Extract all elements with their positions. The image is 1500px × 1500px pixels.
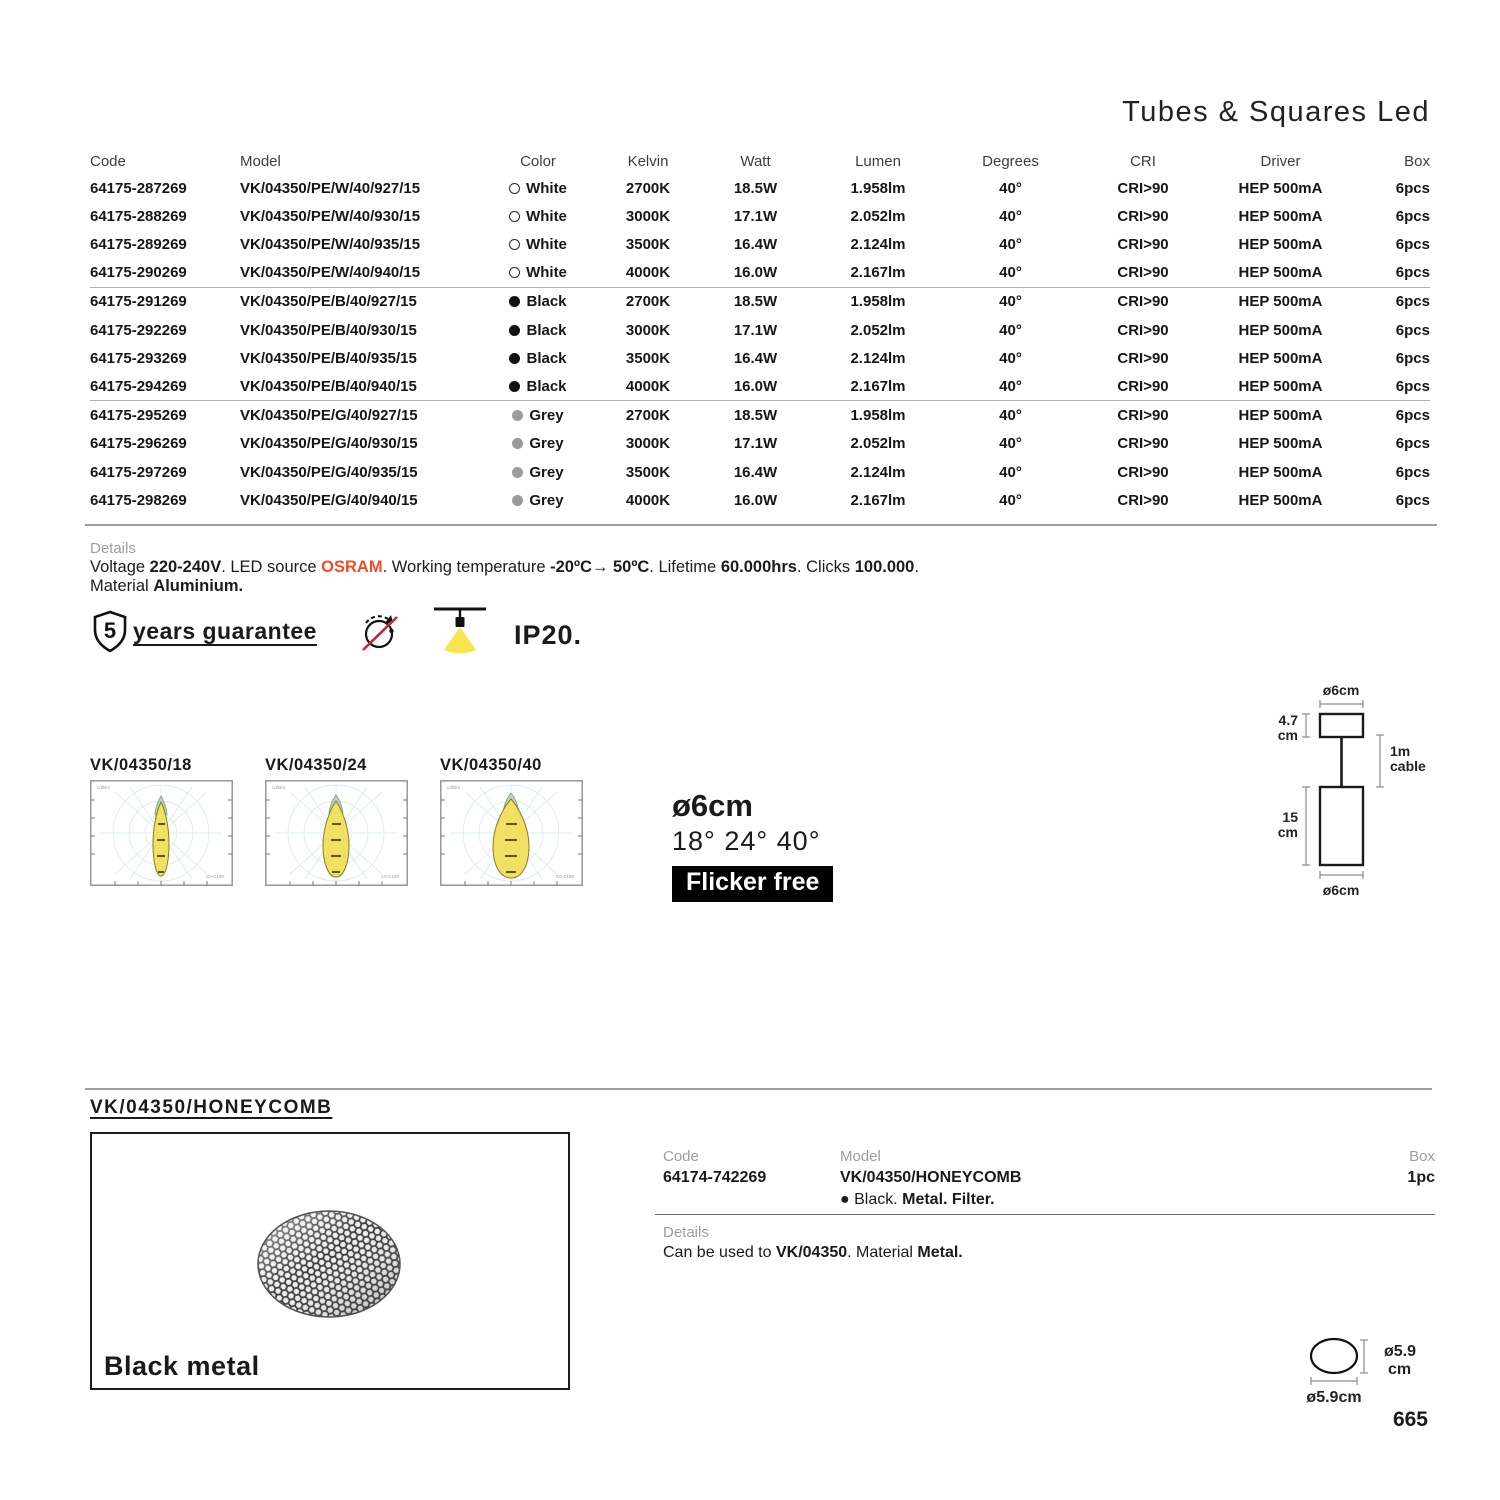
cell-box: 6pcs	[1395, 293, 1430, 311]
svg-text:cable: cable	[1390, 758, 1426, 774]
cell-model: VK/04350/PE/W/40/930/15	[240, 208, 421, 226]
cell-box: 6pcs	[1395, 435, 1430, 453]
col-header-cri: CRI	[1130, 152, 1156, 170]
cell-lumen: 2.052lm	[850, 208, 906, 226]
svg-text:cd/klm: cd/klm	[97, 785, 111, 790]
cell-model: VK/04350/PE/G/40/927/15	[240, 406, 418, 424]
cell-model: VK/04350/PE/W/40/940/15	[240, 264, 421, 282]
cell-box: 6pcs	[1395, 406, 1430, 424]
cell-code: 64175-295269	[90, 406, 187, 424]
cell-cri: CRI>90	[1117, 208, 1169, 226]
cell-cri: CRI>90	[1117, 406, 1169, 424]
cell-color: Black	[488, 378, 588, 395]
table-row	[90, 174, 1430, 202]
cell-degrees: 40°	[999, 321, 1022, 339]
table-row	[90, 259, 1430, 287]
cell-model: VK/04350/PE/W/40/935/15	[240, 236, 421, 254]
cell-driver: HEP 500mA	[1238, 377, 1323, 395]
hc-model-value: VK/04350/HONEYCOMB	[840, 1169, 1022, 1186]
cell-watt: 17.1W	[733, 208, 778, 226]
col-header-model: Model	[240, 152, 281, 170]
cell-code: 64175-297269	[90, 463, 187, 481]
table-row	[90, 401, 1430, 429]
cell-code: 64175-289269	[90, 236, 187, 254]
color-dot-icon	[512, 467, 523, 478]
svg-text:C0-C180: C0-C180	[206, 874, 225, 879]
svg-text:5: 5	[103, 618, 117, 643]
cell-lumen: 2.052lm	[850, 435, 906, 453]
cell-kelvin: 3000K	[625, 321, 671, 339]
cell-driver: HEP 500mA	[1238, 435, 1323, 453]
cell-driver: HEP 500mA	[1238, 491, 1323, 509]
cell-color: Grey	[488, 407, 588, 424]
honeycomb-filter-image	[92, 1134, 568, 1388]
photometric-diagram-icon	[440, 780, 583, 886]
cell-color: White	[488, 180, 588, 197]
cell-watt: 16.0W	[733, 377, 778, 395]
cell-lumen: 1.958lm	[850, 293, 906, 311]
cell-degrees: 40°	[999, 208, 1022, 226]
photometric-diagram-icon	[265, 780, 408, 886]
details-line-2: Material Aluminium.	[90, 577, 244, 595]
cell-lumen: 2.052lm	[850, 321, 906, 339]
honeycomb-info	[655, 1148, 1435, 1278]
cell-lumen: 2.124lm	[850, 463, 906, 481]
cell-cri: CRI>90	[1117, 491, 1169, 509]
color-dot-icon	[509, 381, 520, 392]
cell-model: VK/04350/PE/B/40/927/15	[240, 293, 417, 311]
cell-driver: HEP 500mA	[1238, 463, 1323, 481]
cell-watt: 17.1W	[733, 435, 778, 453]
cell-model: VK/04350/PE/G/40/940/15	[240, 491, 418, 509]
cell-code: 64175-288269	[90, 208, 187, 226]
honeycomb-image-box	[90, 1132, 570, 1390]
col-header-color: Color	[520, 152, 556, 170]
photometric-figure-40	[440, 756, 583, 891]
cell-watt: 16.4W	[733, 463, 778, 481]
cell-kelvin: 4000K	[625, 264, 671, 282]
cell-kelvin: 3500K	[625, 463, 671, 481]
table-row	[90, 373, 1430, 401]
cell-model: VK/04350/PE/B/40/935/15	[240, 350, 417, 368]
col-header-degrees: Degrees	[982, 152, 1039, 170]
hc-box-label: Box	[1409, 1148, 1435, 1165]
svg-text:C0-C180: C0-C180	[556, 874, 575, 879]
cell-code: 64175-287269	[90, 179, 187, 197]
hc-variant: ● Black. Metal. Filter.	[840, 1191, 995, 1208]
cell-kelvin: 3500K	[625, 350, 671, 368]
svg-text:ø6cm: ø6cm	[1322, 682, 1360, 698]
cell-color: Grey	[488, 464, 588, 481]
hc-box-value: 1pc	[1407, 1169, 1435, 1186]
table-row	[90, 202, 1430, 230]
svg-text:1m: 1m	[1390, 743, 1411, 759]
table-row	[90, 430, 1430, 458]
cell-code: 64175-293269	[90, 350, 187, 368]
photometric-figure-24	[265, 756, 408, 891]
cell-lumen: 2.167lm	[850, 491, 906, 509]
table-row	[90, 316, 1430, 344]
cell-cri: CRI>90	[1117, 377, 1169, 395]
cell-code: 64175-298269	[90, 491, 187, 509]
product-table	[90, 148, 1430, 515]
cell-kelvin: 4000K	[625, 377, 671, 395]
cell-driver: HEP 500mA	[1238, 406, 1323, 424]
svg-text:cd/klm: cd/klm	[447, 785, 461, 790]
cell-cri: CRI>90	[1117, 463, 1169, 481]
cell-model: VK/04350/PE/B/40/940/15	[240, 377, 417, 395]
cell-degrees: 40°	[999, 463, 1022, 481]
cell-degrees: 40°	[999, 491, 1022, 509]
beam-angles: 18° 24° 40°	[672, 826, 821, 856]
cell-driver: HEP 500mA	[1238, 264, 1323, 282]
hc-code-label: Code	[663, 1148, 699, 1165]
photometric-label: VK/04350/24	[265, 756, 367, 774]
table-row	[90, 486, 1430, 514]
color-dot-icon	[512, 410, 523, 421]
cell-watt: 16.4W	[733, 236, 778, 254]
beam-diameter: ø6cm	[672, 788, 753, 823]
cell-cri: CRI>90	[1117, 179, 1169, 197]
svg-text:cm: cm	[1388, 1361, 1412, 1378]
svg-text:cm: cm	[1277, 824, 1298, 840]
col-header-code: Code	[90, 152, 126, 170]
color-dot-icon	[509, 183, 520, 194]
cell-cri: CRI>90	[1117, 293, 1169, 311]
details-block	[90, 540, 1090, 595]
cell-degrees: 40°	[999, 236, 1022, 254]
cell-driver: HEP 500mA	[1238, 350, 1323, 368]
cell-box: 6pcs	[1395, 321, 1430, 339]
section-divider	[85, 524, 1437, 526]
cell-watt: 16.0W	[733, 264, 778, 282]
cell-model: VK/04350/PE/G/40/930/15	[240, 435, 418, 453]
beam-spec	[672, 788, 833, 902]
cell-kelvin: 2700K	[625, 179, 671, 197]
cell-degrees: 40°	[999, 293, 1022, 311]
col-header-lumen: Lumen	[855, 152, 901, 170]
cell-box: 6pcs	[1395, 264, 1430, 282]
svg-text:4.7: 4.7	[1278, 712, 1298, 728]
table-row	[90, 288, 1430, 316]
flicker-free-badge: Flicker free	[672, 866, 833, 902]
honeycomb-dimension-drawing	[1300, 1332, 1470, 1437]
photometric-label: VK/04350/40	[440, 756, 542, 774]
hc-details-label: Details	[663, 1224, 709, 1241]
color-dot-icon	[509, 211, 520, 222]
honeycomb-caption: Black metal	[104, 1351, 260, 1381]
photometric-label: VK/04350/18	[90, 756, 192, 774]
table-row	[90, 458, 1430, 486]
cell-degrees: 40°	[999, 350, 1022, 368]
cell-driver: HEP 500mA	[1238, 321, 1323, 339]
cell-watt: 16.4W	[733, 350, 778, 368]
cell-driver: HEP 500mA	[1238, 179, 1323, 197]
cell-code: 64175-292269	[90, 321, 187, 339]
guarantee-text: years guarantee	[133, 618, 317, 644]
cell-driver: HEP 500mA	[1238, 236, 1323, 254]
cell-cri: CRI>90	[1117, 350, 1169, 368]
svg-text:C0-C180: C0-C180	[381, 874, 400, 879]
cell-kelvin: 4000K	[625, 491, 671, 509]
cell-watt: 18.5W	[733, 293, 778, 311]
cell-watt: 18.5W	[733, 179, 778, 197]
cell-degrees: 40°	[999, 377, 1022, 395]
cell-box: 6pcs	[1395, 491, 1430, 509]
table-row	[90, 231, 1430, 259]
cell-code: 64175-291269	[90, 293, 187, 311]
color-dot-icon	[512, 495, 523, 506]
cell-kelvin: 3000K	[625, 208, 671, 226]
cell-degrees: 40°	[999, 406, 1022, 424]
col-header-watt: Watt	[740, 152, 771, 170]
cell-degrees: 40°	[999, 179, 1022, 197]
photometric-figure-18	[90, 756, 233, 891]
cell-color: Grey	[488, 492, 588, 509]
hc-model-label: Model	[840, 1148, 881, 1165]
cell-degrees: 40°	[999, 264, 1022, 282]
hc-code-value: 64174-742269	[663, 1169, 767, 1186]
table-row	[90, 344, 1430, 372]
cell-box: 6pcs	[1395, 179, 1430, 197]
svg-text:15: 15	[1282, 809, 1298, 825]
cell-kelvin: 2700K	[625, 293, 671, 311]
cell-color: Black	[488, 293, 588, 310]
shield-5-years-icon	[92, 610, 128, 654]
col-header-box: Box	[1404, 152, 1430, 170]
cell-code: 64175-294269	[90, 377, 187, 395]
page-title: Tubes & Squares Led	[1122, 96, 1430, 128]
pendant-light-beam-icon	[430, 604, 490, 658]
cell-cri: CRI>90	[1117, 435, 1169, 453]
cell-lumen: 1.958lm	[850, 179, 906, 197]
cell-watt: 18.5W	[733, 406, 778, 424]
ip-rating: IP20.	[514, 620, 583, 650]
cell-color: White	[488, 208, 588, 225]
cell-box: 6pcs	[1395, 377, 1430, 395]
no-dimming-crossed-icon	[355, 606, 405, 656]
color-dot-icon	[509, 267, 520, 278]
color-dot-icon	[509, 325, 520, 336]
cell-model: VK/04350/PE/G/40/935/15	[240, 463, 418, 481]
cell-model: VK/04350/PE/B/40/930/15	[240, 321, 417, 339]
cell-watt: 16.0W	[733, 491, 778, 509]
cell-box: 6pcs	[1395, 350, 1430, 368]
cell-kelvin: 3000K	[625, 435, 671, 453]
svg-text:cm: cm	[1277, 727, 1298, 743]
cell-color: Black	[488, 350, 588, 367]
cell-lumen: 1.958lm	[850, 406, 906, 424]
details-line-1: Voltage 220-240V. LED source OSRAM. Working temperature -20ºC→ 50ºC. Lifetime 60.000hrs. Clicks 100.000.	[90, 558, 919, 576]
hc-divider	[655, 1214, 1435, 1215]
cell-kelvin: 2700K	[625, 406, 671, 424]
cell-watt: 17.1W	[733, 321, 778, 339]
cell-cri: CRI>90	[1117, 264, 1169, 282]
pendant-dimension-drawing	[1240, 672, 1475, 907]
svg-text:ø6cm: ø6cm	[1322, 882, 1360, 898]
section-divider	[85, 1088, 1432, 1090]
guarantee-row	[92, 604, 652, 662]
cell-lumen: 2.167lm	[850, 264, 906, 282]
color-dot-icon	[509, 239, 520, 250]
color-dot-icon	[512, 438, 523, 449]
hc-details-text: Can be used to VK/04350. Material Metal.	[663, 1244, 963, 1261]
cell-lumen: 2.124lm	[850, 236, 906, 254]
cell-color: Black	[488, 322, 588, 339]
honeycomb-title: VK/04350/HONEYCOMB	[90, 1097, 333, 1118]
svg-text:cd/klm: cd/klm	[272, 785, 286, 790]
cell-code: 64175-296269	[90, 435, 187, 453]
cell-color: White	[488, 236, 588, 253]
cell-driver: HEP 500mA	[1238, 293, 1323, 311]
cell-color: Grey	[488, 435, 588, 452]
table-header-row	[90, 148, 1430, 174]
col-header-driver: Driver	[1260, 152, 1301, 170]
svg-text:ø5.9cm: ø5.9cm	[1306, 1389, 1362, 1406]
col-header-kelvin: Kelvin	[627, 152, 669, 170]
color-dot-icon	[509, 296, 520, 307]
cell-lumen: 2.167lm	[850, 377, 906, 395]
page-number: 665	[1392, 1408, 1428, 1431]
table-body	[90, 174, 1430, 515]
svg-text:ø5.9: ø5.9	[1384, 1343, 1417, 1360]
photometric-diagram-icon	[90, 780, 233, 886]
cell-cri: CRI>90	[1117, 236, 1169, 254]
cell-box: 6pcs	[1395, 463, 1430, 481]
cell-code: 64175-290269	[90, 264, 187, 282]
cell-model: VK/04350/PE/W/40/927/15	[240, 179, 421, 197]
cell-cri: CRI>90	[1117, 321, 1169, 339]
cell-degrees: 40°	[999, 435, 1022, 453]
cell-lumen: 2.124lm	[850, 350, 906, 368]
cell-box: 6pcs	[1395, 208, 1430, 226]
color-dot-icon	[509, 353, 520, 364]
cell-driver: HEP 500mA	[1238, 208, 1323, 226]
cell-kelvin: 3500K	[625, 236, 671, 254]
details-label: Details	[90, 540, 136, 557]
cell-color: White	[488, 264, 588, 281]
cell-box: 6pcs	[1395, 236, 1430, 254]
